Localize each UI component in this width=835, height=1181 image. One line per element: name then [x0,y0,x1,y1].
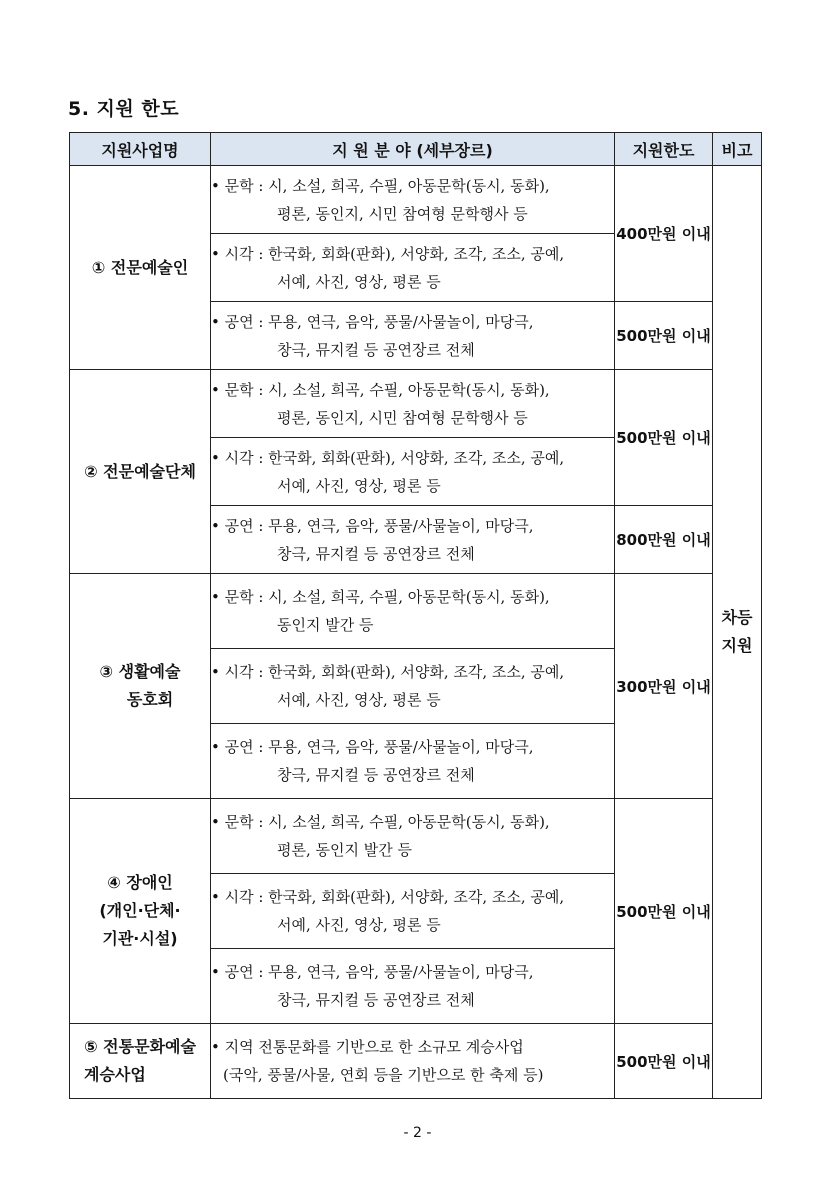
field-cell [211,574,615,649]
field-cell [211,724,615,799]
field-line: • 시각 : 한국화, 회화(판화), 서양화, 조각, 조소, 공예, [211,448,565,467]
field-line: 평론, 동인지 발간 등 [277,841,412,859]
field-line: • 문학 : 시, 소설, 희곡, 수필, 아동문학(동시, 동화), [211,380,550,399]
field-cell [211,438,615,506]
program-name [70,574,211,799]
field-line: 창극, 뮤지컬 등 공연장르 전체 [277,544,475,563]
support-limit-table [69,132,762,1099]
limit-cell: 300만원 이내 [615,574,713,799]
field-cell [211,949,615,1024]
remark-line: 차등 [721,608,753,627]
page-title: 5. 지원 한도 [68,98,180,120]
program-name-line: ③ 생활예술 [99,662,181,681]
field-cell [211,649,615,724]
field-line: • 시각 : 한국화, 회화(판화), 서양화, 조각, 조소, 공예, [211,888,565,906]
program-name-line: 계승사업 [84,1065,146,1084]
field-line: • 문학 : 시, 소설, 희곡, 수필, 아동문학(동시, 동화), [211,176,550,195]
program-name [70,1024,211,1099]
field-line: 평론, 동인지, 시민 참여형 문학행사 등 [277,408,528,427]
limit-cell: 800만원 이내 [615,506,713,574]
program-name-line: ④ 장애인 [107,873,173,892]
program-name-line: ⑤ 전통문화예술 [84,1037,196,1056]
field-line: • 시각 : 한국화, 회화(판화), 서양화, 조각, 조소, 공예, [211,244,565,263]
program-name-line: 동호회 [126,690,174,709]
table-row [70,166,762,234]
field-line: 서예, 사진, 영상, 평론 등 [277,691,441,709]
page-number: - 2 - [403,1125,432,1141]
table-row [70,370,762,438]
field-line: • 공연 : 무용, 연극, 음악, 풍물/사물놀이, 마당극, [211,312,534,331]
table-row [70,799,762,874]
field-line: 창극, 뮤지컬 등 공연장르 전체 [277,766,475,784]
field-line: (국악, 풍물/사물, 연회 등을 기반으로 한 축제 등) [223,1066,544,1084]
field-line: • 문학 : 시, 소설, 희곡, 수필, 아동문학(동시, 동화), [211,588,550,606]
program-name [70,799,211,1024]
limit-cell: 400만원 이내 [615,166,713,302]
header-limit: 지원한도 [615,133,713,166]
header-program: 지원사업명 [70,133,211,166]
field-line: 서예, 사진, 영상, 평론 등 [277,272,441,291]
field-cell [211,799,615,874]
program-name-line: ① 전문예술인 [91,257,189,277]
field-line: • 지역 전통문화를 기반으로 한 소규모 계승사업 [211,1038,524,1056]
field-cell [211,506,615,574]
program-name-line: (개인·단체· [99,901,181,920]
field-line: • 시각 : 한국화, 회화(판화), 서양화, 조각, 조소, 공예, [211,663,565,681]
limit-cell: 500만원 이내 [615,370,713,506]
field-cell [211,166,615,234]
table-row [70,574,762,649]
table-row [70,1024,762,1099]
field-line: • 공연 : 무용, 연극, 음악, 풍물/사물놀이, 마당극, [211,963,534,981]
program-name [70,166,211,370]
field-line: 창극, 뮤지컬 등 공연장르 전체 [277,991,475,1009]
field-line: 창극, 뮤지컬 등 공연장르 전체 [277,340,475,359]
field-line: • 문학 : 시, 소설, 희곡, 수필, 아동문학(동시, 동화), [211,813,550,831]
field-line: 서예, 사진, 영상, 평론 등 [277,916,441,934]
field-cell [211,1024,615,1099]
remark-line: 지원 [721,636,753,655]
table-header-row [70,133,762,166]
field-line: 동인지 발간 등 [277,616,374,634]
header-remark: 비고 [713,133,762,166]
limit-cell: 500만원 이내 [615,302,713,370]
program-name-line: ② 전문예술단체 [84,461,196,481]
field-cell [211,234,615,302]
field-line: 평론, 동인지, 시민 참여형 문학행사 등 [277,204,528,223]
field-line: • 공연 : 무용, 연극, 음악, 풍물/사물놀이, 마당극, [211,738,534,756]
field-line: • 공연 : 무용, 연극, 음악, 풍물/사물놀이, 마당극, [211,516,534,535]
remark-cell [713,166,762,1099]
field-cell [211,302,615,370]
limit-cell: 500만원 이내 [615,1024,713,1099]
limit-cell: 500만원 이내 [615,799,713,1024]
program-name [70,370,211,574]
header-field: 지 원 분 야 (세부장르) [211,133,615,166]
field-cell [211,874,615,949]
program-name-line: 기관·시설) [102,929,178,948]
field-cell [211,370,615,438]
field-line: 서예, 사진, 영상, 평론 등 [277,476,441,495]
